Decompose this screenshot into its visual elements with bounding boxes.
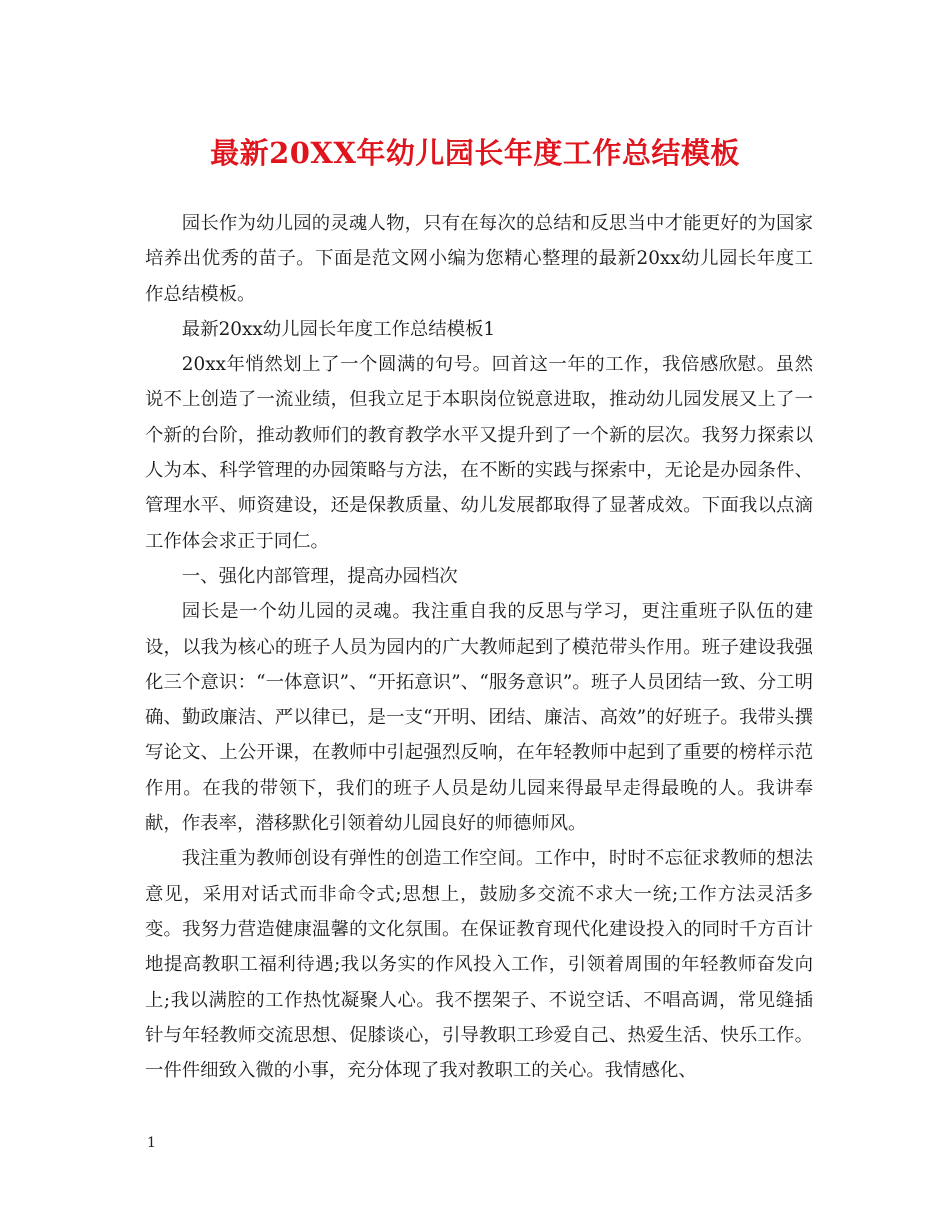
paragraph-body: 园长是一个幼儿园的灵魂。我注重自我的反思与学习，更注重班子队伍的建设，以我为核心的班子人员为园内的广大教师起到了模范带头作用。班子建设我强化三个意识：“一体意识”、“开拓意识”、“服务意识”。班子人员团结一致、分工明确、勤政廉洁、严以律已，是一支“开明、团结、廉洁、高效”的好班子。我带头撰写论文、上公开课，在教师中引起强烈反响，在年轻教师中起到了重要的榜样示范作用。在我的带领下，我们的班子人员是幼儿园来得最早走得最晚的人。我讲奉献，作表率，潜移默化引领着幼儿园良好的师德师风。 (145, 601, 813, 835)
document-body (145, 206, 813, 1088)
paragraph-body: 我注重为教师创设有弹性的创造工作空间。工作中，时时不忘征求教师的想法意见，采用对话式而非命令式;思想上，鼓励多交流不求大一统;工作方法灵活多变。我努力营造健康温馨的文化氛围。在保证教育现代化建设投入的同时千方百计地提高教职工福利待遇;我以务实的作风投入工作，引领着周围的年轻教师奋发向上;我以满腔的工作热忱凝聚人心。我不摆架子、不说空话、不唱高调，常见缝插针与年轻教师交流思想、促膝谈心，引导教职工珍爱自己、热爱生活、快乐工作。一件件细致入微的小事，充分体现了我对教职工的关心。我情感化、 (145, 848, 813, 1082)
paragraph-intro: 园长作为幼儿园的灵魂人物，只有在每次的总结和反思当中才能更好的为国家培养出优秀的苗子。下面是范文网小编为您精心整理的最新20xx幼儿园长年度工作总结模板。 (145, 213, 813, 305)
paragraph-subtitle: 最新20xx幼儿园长年度工作总结模板1 (181, 318, 496, 340)
paragraph-section-heading: 一、强化内部管理，提高办园档次 (181, 565, 458, 587)
paragraph-body: 20xx年悄然划上了一个圆满的句号。回首这一年的工作，我倍感欣慰。虽然说不上创造了一流业绩，但我立足于本职岗位锐意进取，推动幼儿园发展又上了一个新的台阶，推动教师们的教育教学水平又提升到了一个新的层次。我努力探索以人为本、科学管理的办园策略与方法，在不断的实践与探索中，无论是办园条件、管理水平、师资建设，还是保教质量、幼儿发展都取得了显著成效。下面我以点滴工作体会求正于同仁。 (145, 354, 813, 552)
page-number: 1 (147, 1135, 156, 1151)
document-title: 最新20XX年幼儿园长年度工作总结模板 (210, 136, 740, 170)
